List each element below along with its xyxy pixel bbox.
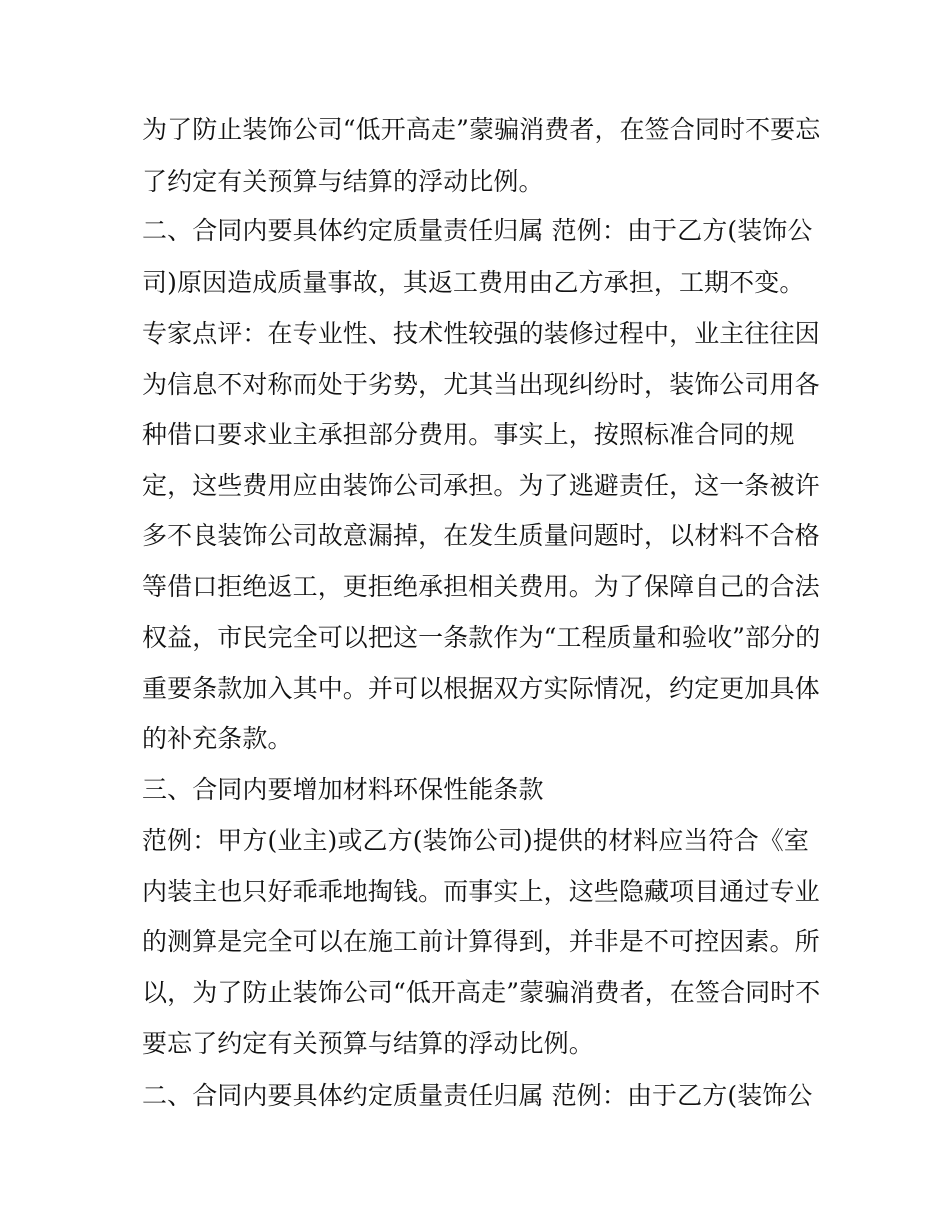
- text-line: 权益，市民完全可以把这一条款作为“工程质量和验收”部分的: [142, 623, 821, 652]
- text-line: 二、合同内要具体约定质量责任归属 范例：由于乙方(装饰公: [142, 1081, 813, 1110]
- text-line: 了约定有关预算与结算的浮动比例。: [142, 167, 544, 196]
- text-line: 为信息不对称而处于劣势，尤其当出现纠纷时，装饰公司用各: [142, 370, 820, 399]
- text-line: 专家点评：在专业性、技术性较强的装修过程中，业主往往因: [142, 319, 820, 348]
- text-line: 要忘了约定有关预算与结算的浮动比例。: [142, 1029, 594, 1058]
- text-line: 重要条款加入其中。并可以根据双方实际情况，约定更加具体: [142, 674, 820, 703]
- text-line: 的测算是完全可以在施工前计算得到，并非是不可控因素。所: [142, 927, 820, 956]
- section-heading: 三、合同内要增加材料环保性能条款: [142, 775, 544, 804]
- text-line: 范例：甲方(业主)或乙方(装饰公司)提供的材料应当符合《室: [142, 826, 809, 855]
- text-line: 为了防止装饰公司“低开高走”蒙骗消费者，在签合同时不要忘: [142, 115, 821, 144]
- text-line: 内装主也只好乖乖地掏钱。而事实上，这些隐藏项目通过专业: [142, 877, 820, 906]
- text-line: 的补充条款。: [142, 724, 293, 753]
- text-line: 二、合同内要具体约定质量责任归属 范例：由于乙方(装饰公: [142, 216, 813, 245]
- text-line: 种借口要求业主承担部分费用。事实上，按照标准合同的规: [142, 420, 795, 449]
- text-line: 定，这些费用应由装饰公司承担。为了逃避责任，这一条被许: [142, 471, 820, 500]
- text-line: 司)原因造成质量事故，其返工费用由乙方承担，工期不变。: [142, 268, 805, 297]
- text-line: 多不良装饰公司故意漏掉，在发生质量问题时，以材料不合格: [142, 521, 820, 550]
- text-line: 等借口拒绝返工，更拒绝承担相关费用。为了保障自己的合法: [142, 572, 820, 601]
- text-line: 以，为了防止装饰公司“低开高走”蒙骗消费者，在签合同时不: [142, 978, 821, 1007]
